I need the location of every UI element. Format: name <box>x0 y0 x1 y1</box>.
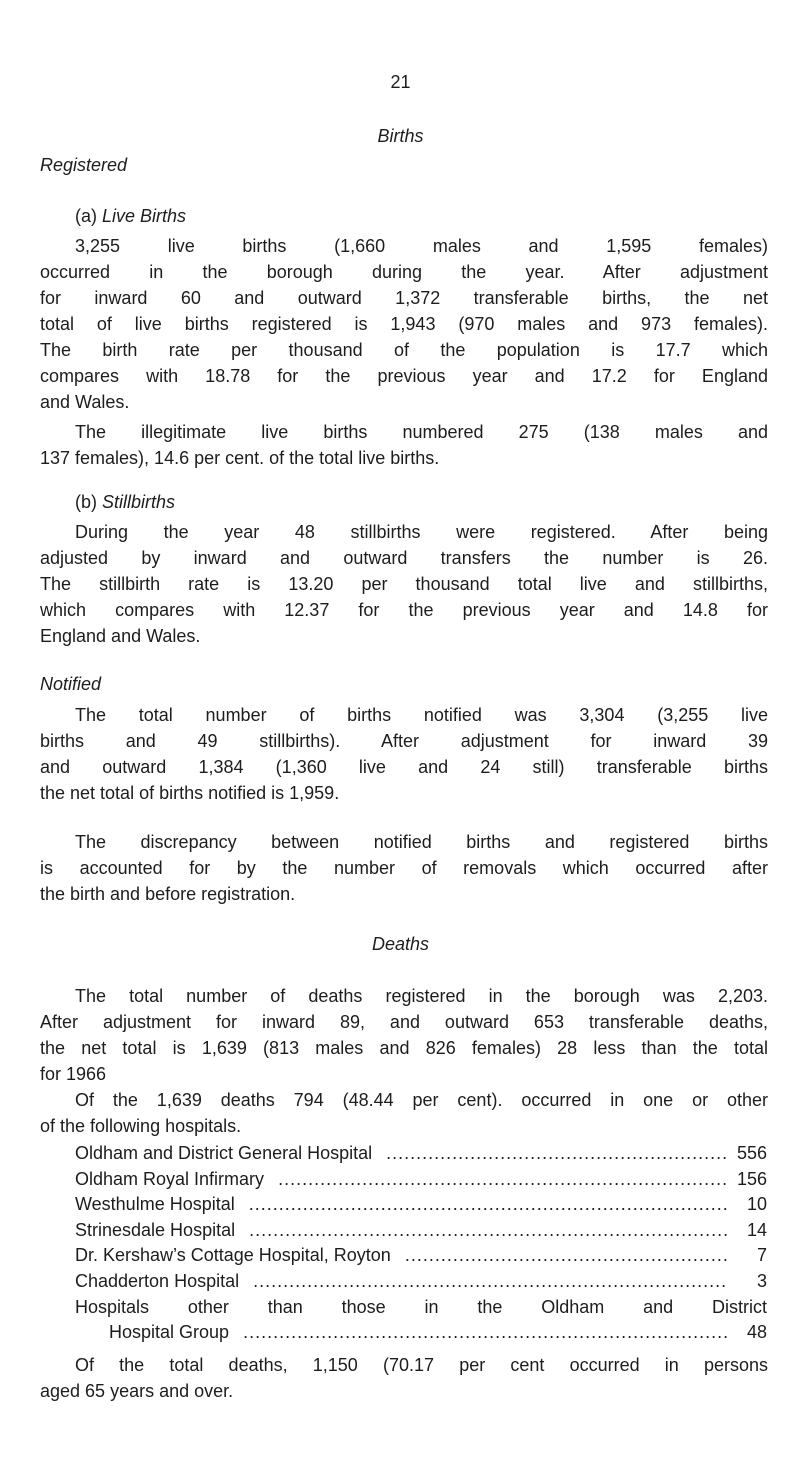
text-line: and Wales. <box>40 392 130 412</box>
text-line: and outward 1,384 (1,360 live and 24 still) transferable births <box>40 757 768 777</box>
hospital-name: Chadderton Hospital <box>75 1270 240 1291</box>
live-births-subheading <box>75 206 186 227</box>
registered-heading: Registered <box>40 155 128 175</box>
leader-dots <box>405 1243 727 1269</box>
leader-dots <box>249 1192 727 1218</box>
stillbirths-title: Stillbirths <box>102 492 176 512</box>
stillbirths-paragraph <box>40 519 768 649</box>
text-line: compares with 18.78 for the previous year and 17.2 for England <box>40 366 768 386</box>
text-line: England and Wales. <box>40 626 201 646</box>
leader-dots <box>278 1167 727 1193</box>
hospital-row <box>75 1269 767 1295</box>
hospital-deaths: 7 <box>756 1245 767 1266</box>
notified-paragraph-1 <box>40 702 768 806</box>
live-births-paragraph-2 <box>40 419 768 471</box>
deaths-heading: Deaths <box>371 934 430 954</box>
live-births-label: (a) <box>75 206 97 226</box>
text-line: for inward 60 and outward 1,372 transferable births, the net <box>40 288 768 308</box>
hospital-deaths: 156 <box>736 1168 767 1189</box>
text-line: 3,255 live births (1,660 males and 1,595 females) <box>75 236 768 256</box>
hospital-row <box>75 1141 767 1167</box>
text-line: the net total is 1,639 (813 males and 826 females) 28 less than the total <box>40 1038 768 1058</box>
hospital-name: Oldham and District General Hospital <box>75 1143 373 1163</box>
stillbirths-label: (b) <box>75 492 97 512</box>
hospital-row <box>75 1192 767 1218</box>
text-line: The total number of deaths registered in the borough was 2,203. <box>75 986 768 1006</box>
hospital-name: Strinesdale Hospital <box>75 1219 236 1240</box>
deaths-paragraph-3 <box>40 1352 768 1404</box>
hospital-name: Dr. Kershaw’s Cottage Hospital, Royton <box>75 1245 391 1266</box>
text-line: Of the total deaths, 1,150 (70.17 per cent occurred in persons <box>75 1355 768 1375</box>
text-line: aged 65 years and over. <box>40 1381 234 1401</box>
text-line: After adjustment for inward 89, and outward 653 transferable deaths, <box>40 1012 768 1032</box>
stillbirths-subheading <box>75 492 175 513</box>
text-line: 137 females), 14.6 per cent. of the total live births. <box>40 448 440 468</box>
live-births-paragraph-1 <box>40 233 768 415</box>
leader-dots <box>249 1218 727 1244</box>
text-line: During the year 48 stillbirths were registered. After being <box>75 522 768 542</box>
text-line: The birth rate per thousand of the population is 17.7 which <box>40 340 768 360</box>
other-hospitals-line-2: Hospital Group <box>109 1322 230 1343</box>
text-line: occurred in the borough during the year. After adjustment <box>40 262 768 282</box>
text-line: The total number of births notified was 3,304 (3,255 live <box>75 705 768 725</box>
hospital-name: Westhulme Hospital <box>75 1194 235 1215</box>
text-line: for 1966 <box>40 1064 107 1084</box>
other-hospitals-line-1: Hospitals other than those in the Oldham and District <box>75 1296 767 1317</box>
text-line: of the following hospitals. <box>40 1116 242 1136</box>
deaths-paragraph-1 <box>40 983 768 1087</box>
text-line: births and 49 stillbirths). After adjustment for inward 39 <box>40 731 768 751</box>
deaths-paragraph-2 <box>40 1087 768 1139</box>
hospital-deaths: 10 <box>746 1194 767 1215</box>
text-line: the net total of births notified is 1,959. <box>40 783 340 803</box>
hospital-row-other <box>75 1320 767 1346</box>
hospital-deaths: 556 <box>736 1143 767 1163</box>
hospital-row <box>75 1243 767 1269</box>
text-line: The discrepancy between notified births and registered births <box>75 832 768 852</box>
births-heading: Births <box>377 126 424 146</box>
text-line: which compares with 12.37 for the previous year and 14.8 for <box>40 600 768 620</box>
notified-heading: Notified <box>40 674 102 694</box>
hospital-deaths: 3 <box>756 1270 767 1291</box>
text-line: total of live births registered is 1,943 (970 males and 973 females). <box>40 314 768 334</box>
text-line: The stillbirth rate is 13.20 per thousand total live and stillbirths, <box>40 574 768 594</box>
leader-dots <box>253 1269 727 1295</box>
leader-dots <box>386 1141 727 1167</box>
hospital-row <box>75 1218 767 1244</box>
text-line: is accounted for by the number of removals which occurred after <box>40 858 768 878</box>
other-hospitals-deaths: 48 <box>746 1322 767 1343</box>
notified-paragraph-2 <box>40 829 768 907</box>
hospital-row <box>75 1167 767 1193</box>
text-line: the birth and before registration. <box>40 884 296 904</box>
leader-dots <box>243 1320 727 1346</box>
live-births-title: Live Births <box>102 206 187 226</box>
page-number: 21 <box>390 72 411 92</box>
text-line: adjusted by inward and outward transfers the number is 26. <box>40 548 768 568</box>
hospital-list <box>75 1141 767 1346</box>
text-line: Of the 1,639 deaths 794 (48.44 per cent). occurred in one or other <box>75 1090 768 1110</box>
text-line: The illegitimate live births numbered 275 (138 males and <box>75 422 768 442</box>
hospital-deaths: 14 <box>746 1219 767 1240</box>
hospital-name: Oldham Royal Infirmary <box>75 1168 265 1189</box>
